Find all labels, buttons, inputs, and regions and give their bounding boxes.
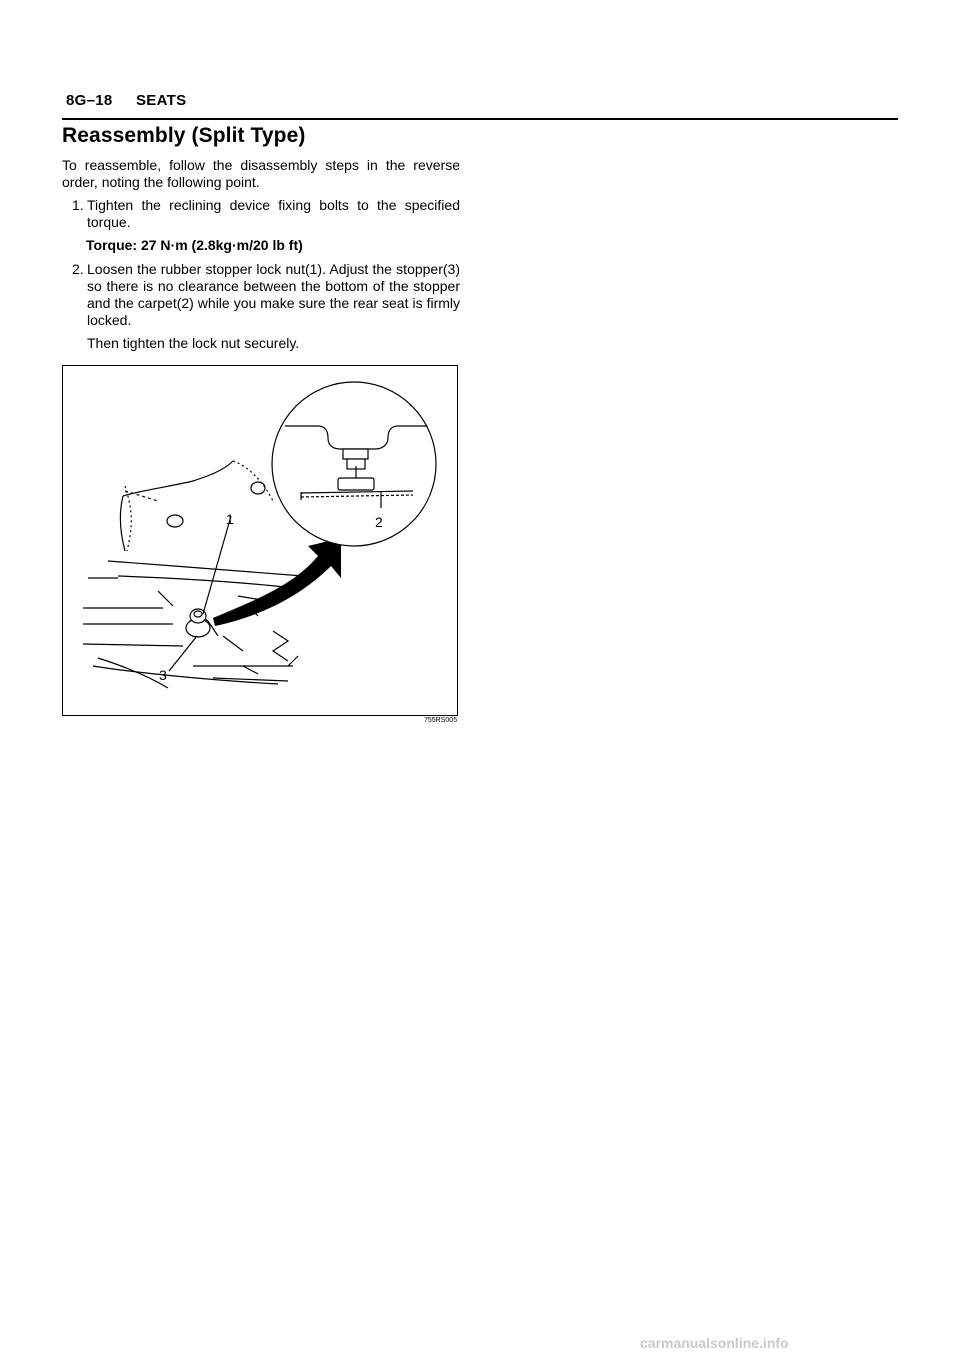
torque-spec: Torque: 27 N·m (2.8kg·m/20 lb ft) — [86, 237, 303, 253]
section-code: 8G–18 — [66, 92, 113, 109]
callout-3: 3 — [159, 667, 167, 683]
illustration-figure — [62, 365, 458, 716]
watermark-text: carmanualsonline.info — [640, 1335, 789, 1351]
seat-stopper-illustration — [63, 366, 457, 715]
callout-1: 1 — [226, 511, 234, 527]
page-title: Reassembly (Split Type) — [62, 124, 306, 147]
step-text: Tighten the reclining device fixing bolts to the specified torque. — [87, 197, 460, 230]
step-number: 1. — [72, 197, 84, 213]
step-2-continuation: Then tighten the lock nut securely. — [87, 335, 300, 351]
intro-paragraph: To reassemble, follow the disassembly steps in the reverse order, noting the following point. — [62, 157, 460, 190]
chapter-title: SEATS — [136, 92, 187, 109]
step-2 — [62, 261, 460, 329]
main-content — [62, 120, 460, 352]
step-1 — [62, 197, 460, 231]
figure-code: 755RS005 — [424, 717, 458, 724]
callout-2: 2 — [375, 514, 383, 530]
step-text: Loosen the rubber stopper lock nut(1). Adjust the stopper(3) so there is no clearance between the bottom of the stopper and the carpet(2) while you make sure the rear seat is firmly locked. — [87, 261, 460, 328]
page-header — [62, 92, 898, 120]
step-number: 2. — [72, 261, 84, 277]
